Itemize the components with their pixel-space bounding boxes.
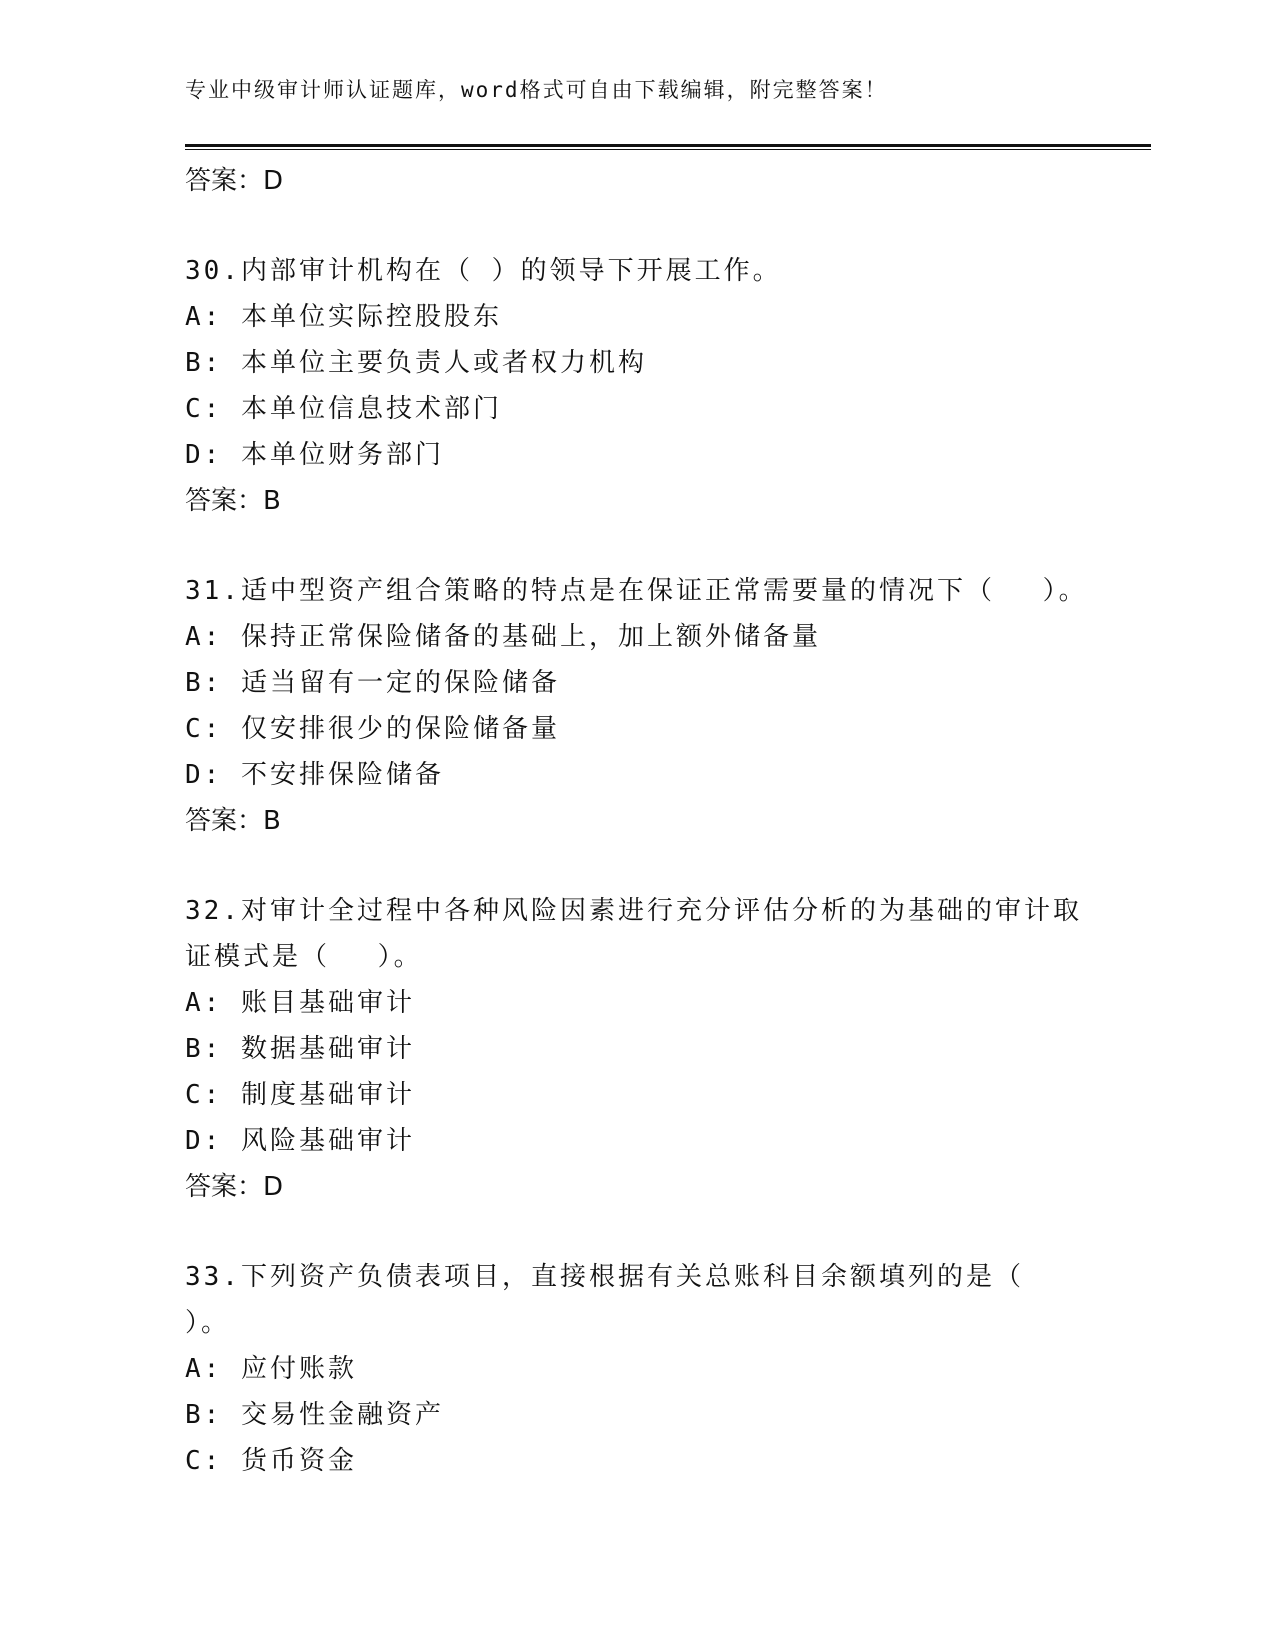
question-text: 32.对审计全过程中各种风险因素进行充分评估分析的为基础的审计取证模式是（ ）。 [185,896,1082,972]
page-header: 专业中级审计师认证题库，word格式可自由下载编辑，附完整答案！ [185,78,888,102]
option-d: D: 本单位财务部门 [185,440,444,470]
header-rule-thin [185,149,1151,150]
question-32 [185,888,1105,1210]
option-a: A: 应付账款 [185,1354,357,1384]
question-31 [185,568,1105,844]
option-a: A: 本单位实际控股股东 [185,302,502,332]
option-c: C: 本单位信息技术部门 [185,394,502,424]
answer-line: 答案：B [185,486,281,516]
option-b: B: 本单位主要负责人或者权力机构 [185,348,647,378]
question-list [185,158,1105,1484]
question-text: 30.内部审计机构在（ ）的领导下开展工作。 [185,256,782,286]
answer-line: 答案：B [185,806,281,836]
question-33 [185,1254,1105,1484]
option-d: D: 不安排保险储备 [185,760,444,790]
question-30 [185,248,1105,524]
question-text: 33.下列资产负债表项目，直接根据有关总账科目余额填列的是（ ）。 [185,1262,1072,1338]
option-a: A: 保持正常保险储备的基础上，加上额外储备量 [185,622,821,652]
option-d: D: 风险基础审计 [185,1126,415,1156]
question-text: 31.适中型资产组合策略的特点是在保证正常需要量的情况下（ ）。 [185,576,1088,606]
header-rule-thick [185,144,1151,147]
option-b: B: 数据基础审计 [185,1034,415,1064]
option-b: B: 适当留有一定的保险储备 [185,668,560,698]
option-c: C: 仅安排很少的保险储备量 [185,714,560,744]
answer-line: 答案：D [185,1172,284,1202]
option-b: B: 交易性金融资产 [185,1400,444,1430]
option-a: A: 账目基础审计 [185,988,415,1018]
answer-line: 答案：D [185,166,284,196]
option-c: C: 货币资金 [185,1446,357,1476]
option-c: C: 制度基础审计 [185,1080,415,1110]
